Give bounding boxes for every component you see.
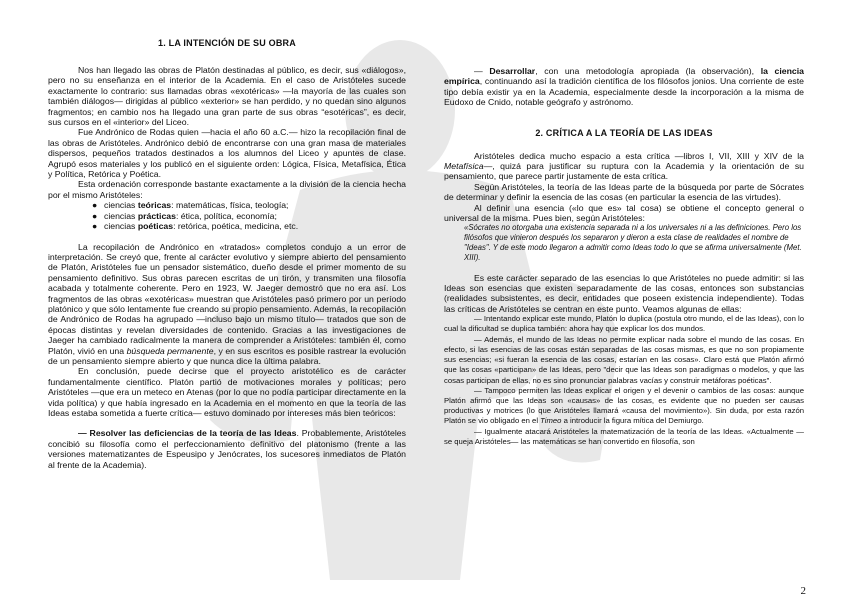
- aristotle-quote: «Sócrates no otorgaba una existencia separada ni a los universales ni a las definiciones. Pero los filósofos que vinieron después los separaron y dieron a esta clase de realidades el nombre de "Ideas". Y de este modo llegaron a admitir como Ideas todo lo que se afirma universalmente (Met. XIII).: [464, 223, 802, 262]
- paragraph: En conclusión, puede decirse que el proyecto aristotélico es de carácter fundamentalmente científico. Platón partió de motivaciones morales y políticas; pero Aristóteles —que era un meteco en Atenas (por lo que no podía participar directamente en la vida política) y que había ingresado en la Academia en el momento en que la teoría de las Ideas estaba sometida a fuerte crítica— estuvo dominado por intereses más bien teóricos:: [48, 366, 406, 418]
- list-item: ● ciencias prácticas: ética, política, economía;: [92, 210, 277, 221]
- paragraph: Esta ordenación corresponde bastante exactamente a la división de la ciencia hecha por el mismo Aristóteles:: [48, 179, 406, 200]
- paragraph: Nos han llegado las obras de Platón destinadas al público, es decir, sus «diálogos», pero no su enseñanza en el interior de la Academia. En el caso de Aristóteles sucede exactamente lo contrario: sus llamadas obras «exotéricas» —la mayoría de las cuales son también diálogos— dirigidas al público «exterior» se han perdido, y no quedan sino algunos fragmentos; en cambio nos ha llegado una gran parte de sus obras “esotéricas”, es decir, sus cursos en el «interior» del Liceo.: [48, 65, 406, 128]
- left-column: [48, 38, 406, 470]
- critique-item: — Igualmente atacará Aristóteles la matematización de la teoría de las Ideas. «Actualmente —se queja Aristóteles— las matemáticas se han convertido en filosofía, son: [444, 426, 804, 446]
- bullet-icon: ●: [92, 210, 98, 221]
- list-item: ● ciencias poéticas: retórica, poética, medicina, etc.: [92, 221, 299, 232]
- paragraph: Al definir una esencia («lo que es» tal cosa) se obtiene el concepto general o universal de la misma. Pues bien, según Aristóteles:: [444, 202, 804, 224]
- sciences-list: [48, 200, 406, 231]
- section-heading-2: 2. CRÍTICA A LA TEORÍA DE LAS IDEAS: [535, 127, 713, 138]
- critique-item: — Además, el mundo de las Ideas no permite explicar nada sobre el mundo de las cosas. En efecto, si las esencias de las cosas están separadas de las cosas mismas, es que no son propiamente sus esencias; «si fueran la esencia de las cosas, estarían en las cosas». Claro está que Platón afirmó que las cosas «participan» de las Ideas, pero "decir que las Ideas son paradigmas o modelos, y que las cosas participan de ellas, no es sino pronunciar palabras vacías y construir metáforas poéticas".: [444, 334, 804, 385]
- paragraph: — Desarrollar, con una metodología apropiada (la observación), la ciencia empírica, continuando así la tradición científica de los filósofos jonios. Una corriente de este tipo debía existir ya en la Academia, especialmente desde la incorporación a la misma de Eudoxo de Cnido, notable geógrafo y astrónomo.: [444, 66, 805, 108]
- bullet-icon: ●: [92, 221, 98, 232]
- paragraph: Es este carácter separado de las esencias lo que Aristóteles no puede admitir: si las Ideas son esencias que existen separadamente de las cosas, entonces son substancias (realidades subsistentes, es decir, entidades que poseen existencia independiente). Todas las críticas de Aristóteles se centran en este punto. Veamos algunas de ellas:: [444, 272, 804, 314]
- paragraph: Fue Andrónico de Rodas quien —hacia el año 60 a.C.— hizo la recopilación final de las obras de Aristóteles. Andrónico debió de encontrarse con una gran masa de materiales dispersos, pequeños tratados destinados a los alumnos del Liceo y apuntes de clase. Agrupó esos materiales y los publicó en el siguiente orden: Lógica, Física, Metafísica, Ética y Política, Retórica y Poética.: [48, 127, 406, 180]
- page-number: 2: [800, 585, 806, 597]
- critique-item: — Intentando explicar este mundo, Platón lo duplica (postula otro mundo, el de las Ideas), con lo cual la dificultad se duplica también: ahora hay que explicar los dos mundos.: [444, 314, 804, 334]
- paragraph: Aristóteles dedica mucho espacio a esta crítica —libros I, VII, XIII y XIV de la Metafísica—, quizá para justificar su ruptura con la Academia y la orientación de su pensamiento, que parece partir justamente de esta crítica.: [444, 150, 804, 182]
- right-column: [444, 66, 804, 447]
- paragraph: Según Aristóteles, la teoría de las Ideas parte de la búsqueda por parte de Sócrates de determinar y definir la esencia de las cosas (en particular la esencia de las virtudes).: [444, 181, 804, 203]
- critique-item: — Tampoco permiten las Ideas explicar el origen y el devenir o cambios de las cosas: aunque Platón afirmó que las Ideas son «causas» de las cosas, es evidente que no pueden ser causas productivas y motrices (lo que Aristóteles llamará «causa del movimiento»). Sin duda, por esta razón Platón se vio obligado en el Timeo a introducir la figura mítica del Demiurgo.: [444, 385, 804, 426]
- list-item: ● ciencias teóricas: matemáticas, física, teología;: [92, 200, 289, 211]
- section-heading-1: 1. LA INTENCIÓN DE SU OBRA: [158, 38, 296, 48]
- paragraph: — Resolver las deficiencias de la teoría de las Ideas. Probablemente, Aristóteles concibió su filosofía como el perfeccionamiento definitivo del platonismo (frente a las versiones matematizantes de Espeusipo y Jenócrates, los sucesores inmediatos de Platón al frente de la Academia).: [48, 428, 406, 470]
- paragraph: La recopilación de Andrónico en «tratados» completos condujo a un error de interpretación. Se creyó que, frente al carácter evolutivo y siempre abierto del pensamiento de Platón, Aristóteles fue un pensador sistemático, dueño desde el primer momento de su pensamiento definitivo. Sus obras parecen escritas de un tirón, y transmiten una filosofía acabada y totalmente coherente. Pero en 1923, W. Jaeger demostró que no era así. Los fragmentos de las obras «exotéricas» muestran que Aristóteles pasó primero por un período platónico y que sólo lentamente fue creando su propio pensamiento. Además, la recopilación de Andrónico de Rodas ha agrupado —incluso bajo un mismo título— tratados que son de épocas distintas y revelan diversidades de contenido. Gracias a las investigaciones de Jaeger ha cambiado radicalmente la manera de comprender a Aristóteles: también él, como Platón, vivió en una búsqueda permanente, y en sus escritos es posible rastrear la evolución de un pensamiento siempre abierto y que nunca dice la última palabra.: [48, 241, 406, 366]
- bullet-icon: ●: [92, 200, 98, 211]
